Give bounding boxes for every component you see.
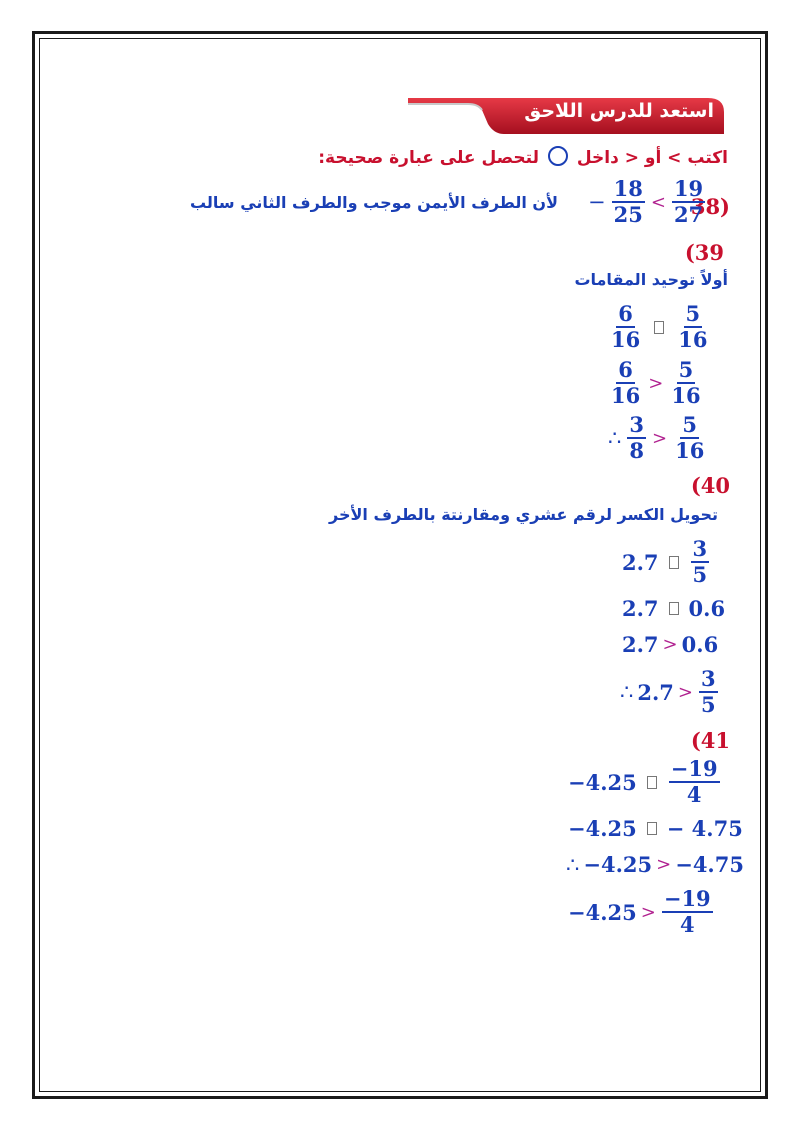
comparison-operator: < — [650, 191, 666, 213]
decimal-value: −4.25 — [568, 769, 637, 795]
instruction-before: اكتب > أو < داخل — [576, 148, 728, 168]
negative-sign: − — [588, 190, 606, 215]
comparison-operator: > — [648, 372, 664, 394]
problem-41-line-2 — [568, 816, 743, 841]
missing-symbol-box — [669, 602, 679, 615]
problem-41-line-3 — [566, 852, 744, 877]
numerator: −19 — [662, 888, 713, 913]
therefore-icon: ∴ — [566, 852, 580, 877]
fraction — [676, 303, 709, 351]
fraction — [673, 414, 706, 462]
fraction — [699, 668, 718, 716]
decimal-value: 2.7 — [637, 679, 674, 705]
fraction — [612, 178, 645, 226]
denominator: 4 — [679, 912, 695, 938]
missing-symbol-box — [647, 822, 657, 835]
decimal-value: − 4.75 — [666, 816, 743, 841]
problem-39-number: (39 — [684, 240, 724, 265]
decimal-value: 0.6 — [688, 596, 726, 621]
circle-icon — [548, 146, 568, 166]
fraction — [669, 359, 702, 407]
comparison-operator: > — [677, 681, 694, 703]
banner-title: استعد للدرس اللاحق — [524, 100, 714, 122]
decimal-value: −4.25 — [568, 816, 637, 841]
numerator: 5 — [677, 359, 696, 384]
comparison-operator: > — [662, 634, 678, 655]
decimal-value: −4.75 — [675, 852, 744, 877]
fraction — [627, 414, 646, 462]
decimal-value: 0.6 — [681, 632, 719, 657]
problem-38-expression — [588, 178, 707, 226]
problem-39-note: أولاً توحيد المقامات — [574, 270, 728, 289]
numerator: 6 — [616, 359, 635, 384]
therefore-icon: ∴ — [608, 426, 622, 451]
denominator: 16 — [611, 327, 641, 353]
denominator: 4 — [686, 782, 702, 808]
problem-39-line-3 — [608, 414, 708, 462]
decimal-value: 2.7 — [622, 549, 659, 575]
problem-38-number: 38) — [690, 194, 730, 219]
fraction — [672, 178, 705, 226]
denominator: 16 — [671, 383, 701, 409]
fraction — [691, 538, 710, 586]
instruction-line — [318, 146, 728, 168]
comparison-operator: > — [640, 901, 656, 923]
problem-40-line-1 — [622, 538, 711, 586]
decimal-value: 2.7 — [622, 596, 659, 621]
problem-41-number: (41 — [690, 728, 730, 753]
therefore-icon: ∴ — [620, 680, 634, 705]
decimal-value: −4.25 — [583, 852, 653, 877]
fraction — [609, 359, 642, 407]
fraction — [669, 758, 720, 806]
numerator: 3 — [691, 538, 710, 563]
denominator: 5 — [692, 562, 708, 588]
numerator: 3 — [627, 414, 646, 439]
problem-39-line-1 — [607, 303, 711, 351]
problem-41-line-4 — [568, 888, 715, 936]
problem-40-note: تحويل الكسر لرقم عشري ومقارنتة بالطرف الأخر — [329, 505, 718, 524]
denominator: 25 — [613, 202, 643, 228]
numerator: 19 — [672, 178, 705, 203]
numerator: 5 — [684, 303, 703, 328]
fraction — [662, 888, 713, 936]
numerator: 5 — [680, 414, 699, 439]
problem-40-number: (40 — [690, 473, 730, 498]
denominator: 16 — [611, 383, 641, 409]
denominator: 16 — [678, 327, 708, 353]
denominator: 5 — [701, 692, 716, 718]
fraction — [609, 303, 642, 351]
instruction-after: لتحصل على عبارة صحيحة: — [318, 148, 539, 168]
problem-40-line-4 — [620, 668, 720, 716]
numerator: −19 — [669, 758, 720, 783]
missing-symbol-box — [654, 321, 664, 334]
comparison-operator: > — [656, 854, 672, 875]
numerator: 6 — [616, 303, 635, 328]
missing-symbol-box — [669, 556, 679, 569]
decimal-value: −4.25 — [568, 899, 637, 925]
problem-41-line-1 — [568, 758, 722, 806]
comparison-operator: > — [652, 427, 668, 449]
problem-38-note: لأن الطرف الأيمن موجب والطرف الثاني سالب — [189, 193, 558, 212]
missing-symbol-box — [647, 776, 657, 789]
section-banner — [408, 96, 726, 136]
denominator: 27 — [673, 202, 704, 228]
numerator: 18 — [612, 178, 645, 203]
problem-39-line-2 — [607, 359, 705, 407]
problem-40-line-2 — [622, 596, 725, 621]
decimal-value: 2.7 — [622, 632, 659, 657]
denominator: 16 — [675, 438, 705, 464]
numerator: 3 — [699, 668, 718, 693]
problem-40-line-3 — [622, 632, 718, 657]
denominator: 8 — [629, 438, 644, 464]
